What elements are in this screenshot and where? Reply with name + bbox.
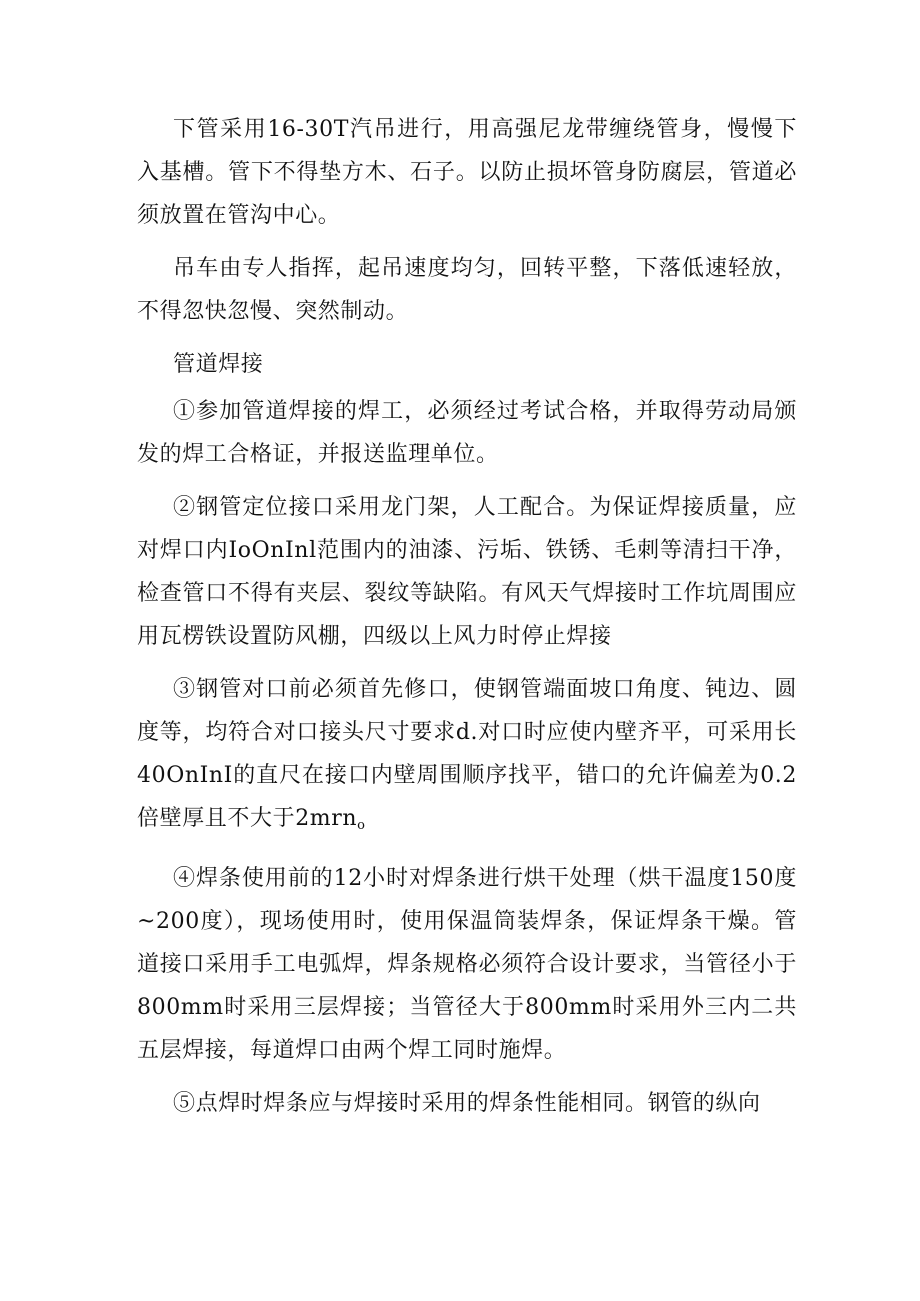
trailing-subscript-mark: o: [357, 818, 366, 833]
paragraph-welder-qualification: ①参加管道焊接的焊工，必须经过考试合格，并取得劳动局颁发的焊工合格证，并报送监理单位。: [137, 399, 797, 467]
document-body: [137, 108, 797, 1135]
paragraph-positioning-joint: ②钢管定位接口采用龙门架，人工配合。为保证焊接质量，应对焊口内IoOnInl范围内的油漆、污垢、铁锈、毛刺等清扫干净，检查管口不得有夹层、裂纹等缺陷。有风天气焊接时工作坑周围应用瓦楞铁设置防风棚，四级以上风力时停止焊接: [137, 495, 797, 649]
section-heading-pipe-welding: 管道焊接: [173, 352, 264, 377]
paragraph-crane-operation: 吊车由专人指挥，起吊速度均匀，回转平整，下落低速轻放，不得忽快忽慢、突然制动。: [137, 256, 797, 324]
paragraph-pipe-lowering: 下管采用16-30T汽吊进行，用高强尼龙带缠绕管身，慢慢下入基槽。管下不得垫方木、石子。以防止损坏管身防腐层，管道必须放置在管沟中心。: [137, 117, 797, 228]
paragraph-pipe-alignment-text: ③钢管对口前必须首先修口，使钢管端面坡口角度、钝边、圆度等，均符合对口接头尺寸要求d.对口时应使内壁齐平，可采用长40OnInI的直尺在接口内壁周围顺序找平，错口的允许偏差为0.2倍壁厚且不大于2mrn: [137, 677, 797, 831]
paragraph-pipe-alignment: [137, 668, 797, 847]
paragraph-tack-welding: ⑤点焊时焊条应与焊接时采用的焊条性能相同。钢管的纵向: [173, 1091, 761, 1116]
paragraph-electrode-drying: ④焊条使用前的12小时对焊条进行烘干处理（烘干温度150度~200度），现场使用时，使用保温筒装焊条，保证焊条干燥。管道接口采用手工电弧焊，焊条规格必须符合设计要求，当管径小于800mm时采用三层焊接；当管径大于800mm时采用外三内二共五层焊接，每道焊口由两个焊工同时施焊。: [137, 866, 797, 1063]
